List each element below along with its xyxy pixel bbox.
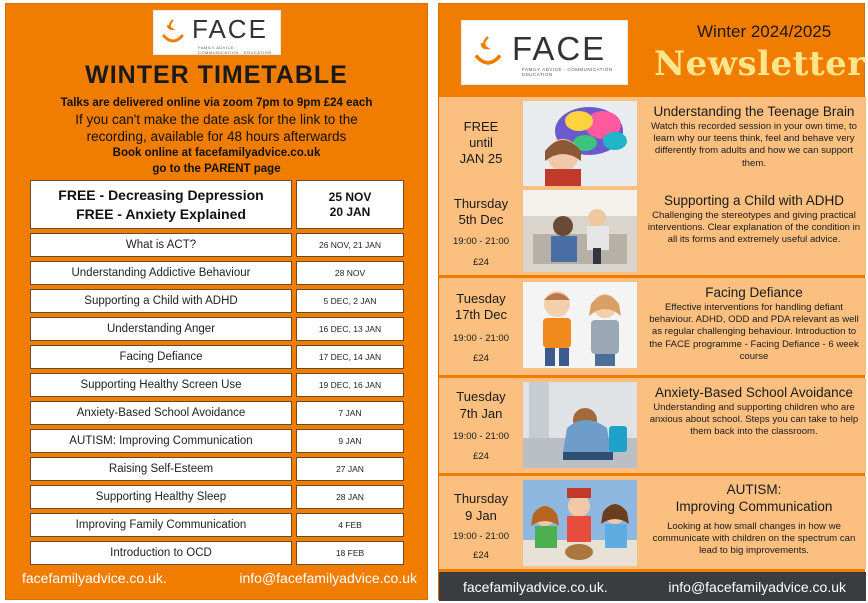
event-text [645,97,863,192]
logo-wordmark: FACE [512,29,607,67]
timetable-row [30,373,404,397]
event-when [439,278,523,373]
website-link[interactable]: facefamilyadvice.co.uk. [463,578,608,595]
event-when-line: JAN 25 [459,151,503,166]
event-description: Watch this recorded session in your own time, to learn why our teens think, feel and behave very differently from adults and how we can support them. [651,121,857,169]
talk-date: 7 JAN [296,401,404,425]
timetable-info-line: If you can't make the date ask for the link to the [75,112,358,127]
event-when-line: FREE [463,119,499,134]
timetable-title: WINTER TIMETABLE [85,61,348,89]
featured-talk-name: FREE - Anxiety Explained [76,205,246,222]
event-subtitle: Improving Communication [675,499,833,514]
event-title: Supporting a Child with ADHD [663,193,845,208]
event-when [439,97,523,192]
talk-date: 18 FEB [296,541,404,565]
event-card [439,186,866,275]
talk-date: 9 JAN [296,429,404,453]
talk-name: Understanding Anger [30,317,292,341]
website-link[interactable]: facefamilyadvice.co.uk. [22,570,167,586]
featured-talks-dates [296,180,404,229]
featured-talk-date: 20 JAN [329,204,371,219]
event-text [645,378,863,473]
talk-name: Anxiety-Based School Avoidance [30,401,292,425]
talk-name: Understanding Addictive Behaviour [30,261,292,285]
email-link[interactable]: info@facefamilyadvice.co.uk [668,578,846,595]
event-when [439,378,523,473]
event-when [439,186,523,281]
timetable-row [30,457,404,481]
event-text [645,278,863,373]
timetable-row [30,401,404,425]
talk-name: Supporting Healthy Screen Use [30,373,292,397]
talk-name: Introduction to OCD [30,541,292,565]
adhd-image [523,190,637,272]
timetable-row [30,345,404,369]
talk-name: AUTISM: Improving Communication [30,429,292,453]
talk-date: 4 FEB [296,513,404,537]
talk-date: 26 NOV, 21 JAN [296,233,404,257]
timetable-row [30,289,404,313]
facing-defiance-image [523,282,637,368]
logo-tagline: FAMILY ADVICE · COMMUNICATION · EDUCATION [522,67,617,77]
event-price: £24 [473,451,489,462]
event-time: 19:00 - 21:00 [453,333,509,344]
talk-name: Supporting Healthy Sleep [30,485,292,509]
event-price: £24 [473,353,489,364]
event-description: Challenging the stereotypes and giving practical interventions. Clear explanation of the condition in all its forms and extremely useful advice. [647,210,861,246]
event-when-line: Thursday [453,491,509,506]
face-logo [153,10,281,55]
talk-date: 28 JAN [296,485,404,509]
talk-date: 16 DEC, 13 JAN [296,317,404,341]
event-when-line: 5th Dec [458,212,504,227]
timetable-info-line: go to the PARENT page [152,163,281,175]
event-when-line: Tuesday [456,291,506,306]
talk-name: What is ACT? [30,233,292,257]
timetable-row [30,261,404,285]
event-time: 19:00 - 21:00 [453,431,509,442]
event-when-line: 7th Jan [459,406,503,421]
event-text [645,476,863,571]
talk-date: 17 DEC, 14 JAN [296,345,404,369]
timetable-row [30,317,404,341]
timetable-footer [22,570,417,586]
event-card [439,97,866,192]
event-time: 19:00 - 21:00 [453,236,509,247]
featured-talks-names [30,180,292,229]
face-logo [461,20,628,85]
event-price: £24 [473,550,489,561]
event-when-line: 9 Jan [465,508,497,523]
logo-tagline: FAMILY ADVICE · COMMUNICATION · EDUCATION [198,45,272,55]
timetable-row [30,541,404,565]
event-when-line: until [469,135,493,150]
event-when [439,476,523,571]
email-link[interactable]: info@facefamilyadvice.co.uk [239,570,417,586]
talk-name: Supporting a Child with ADHD [30,289,292,313]
timetable-row [30,233,404,257]
timetable-info-line: Talks are delivered online via zoom 7pm to 9pm £24 each [60,97,373,109]
talk-date: 27 JAN [296,457,404,481]
featured-talks-row [30,180,404,229]
event-text [645,186,863,281]
face-logo-icon [472,33,504,73]
event-title: Facing Defiance [705,285,803,300]
event-when-line: 17th Dec [454,307,508,322]
talk-date: 5 DEC, 2 JAN [296,289,404,313]
talk-name: Raising Self-Esteem [30,457,292,481]
timetable-info-line: recording, available for 48 hours afterwards [86,129,347,144]
event-title: Anxiety-Based School Avoidance [655,385,853,400]
talk-date: 28 NOV [296,261,404,285]
event-price: £24 [473,257,489,268]
timetable-row [30,513,404,537]
event-description: Looking at how small changes in how we communicate with children on the spectrum can lead to big improvements. [652,521,856,557]
event-when-line: Thursday [453,196,509,211]
school-avoidance-image [523,382,637,468]
talk-name: Improving Family Communication [30,513,292,537]
timetable-row [30,429,404,453]
newsletter-title: Newsletter [654,44,866,84]
timetable-page [5,3,428,600]
talk-date: 19 DEC, 16 JAN [296,373,404,397]
newsletter-season: Winter 2024/2025 [697,22,832,41]
teenage-brain-image [523,101,637,187]
face-logo-icon [160,18,186,48]
logo-wordmark: FACE [192,14,268,44]
newsletter-page [438,3,865,600]
timetable-row [30,485,404,509]
event-when-line: Tuesday [456,389,506,404]
featured-talk-date: 25 NOV [328,189,372,204]
autism-image [523,480,637,566]
event-description: Understanding and supporting children who are anxious about school. Steps you can take to help them back into the classroom. [649,402,859,438]
booking-link[interactable]: Book online at facefamilyadvice.co.uk [112,147,321,159]
event-title: Understanding the Teenage Brain [653,104,855,119]
featured-talk-name: FREE - Decreasing Depression [58,186,264,203]
event-description: Effective interventions for handling defiant behaviour. ADHD, ODD and PDA relevant as well as regular challenging behaviour. Introduction to the FACE programme - Facing Defiance - 6 week course [649,302,859,362]
event-title: AUTISM: [726,482,782,497]
event-card [439,476,866,569]
event-time: 19:00 - 21:00 [453,531,509,542]
event-card [439,278,866,375]
talk-name: Facing Defiance [30,345,292,369]
event-card [439,378,866,473]
newsletter-footer [439,572,866,601]
